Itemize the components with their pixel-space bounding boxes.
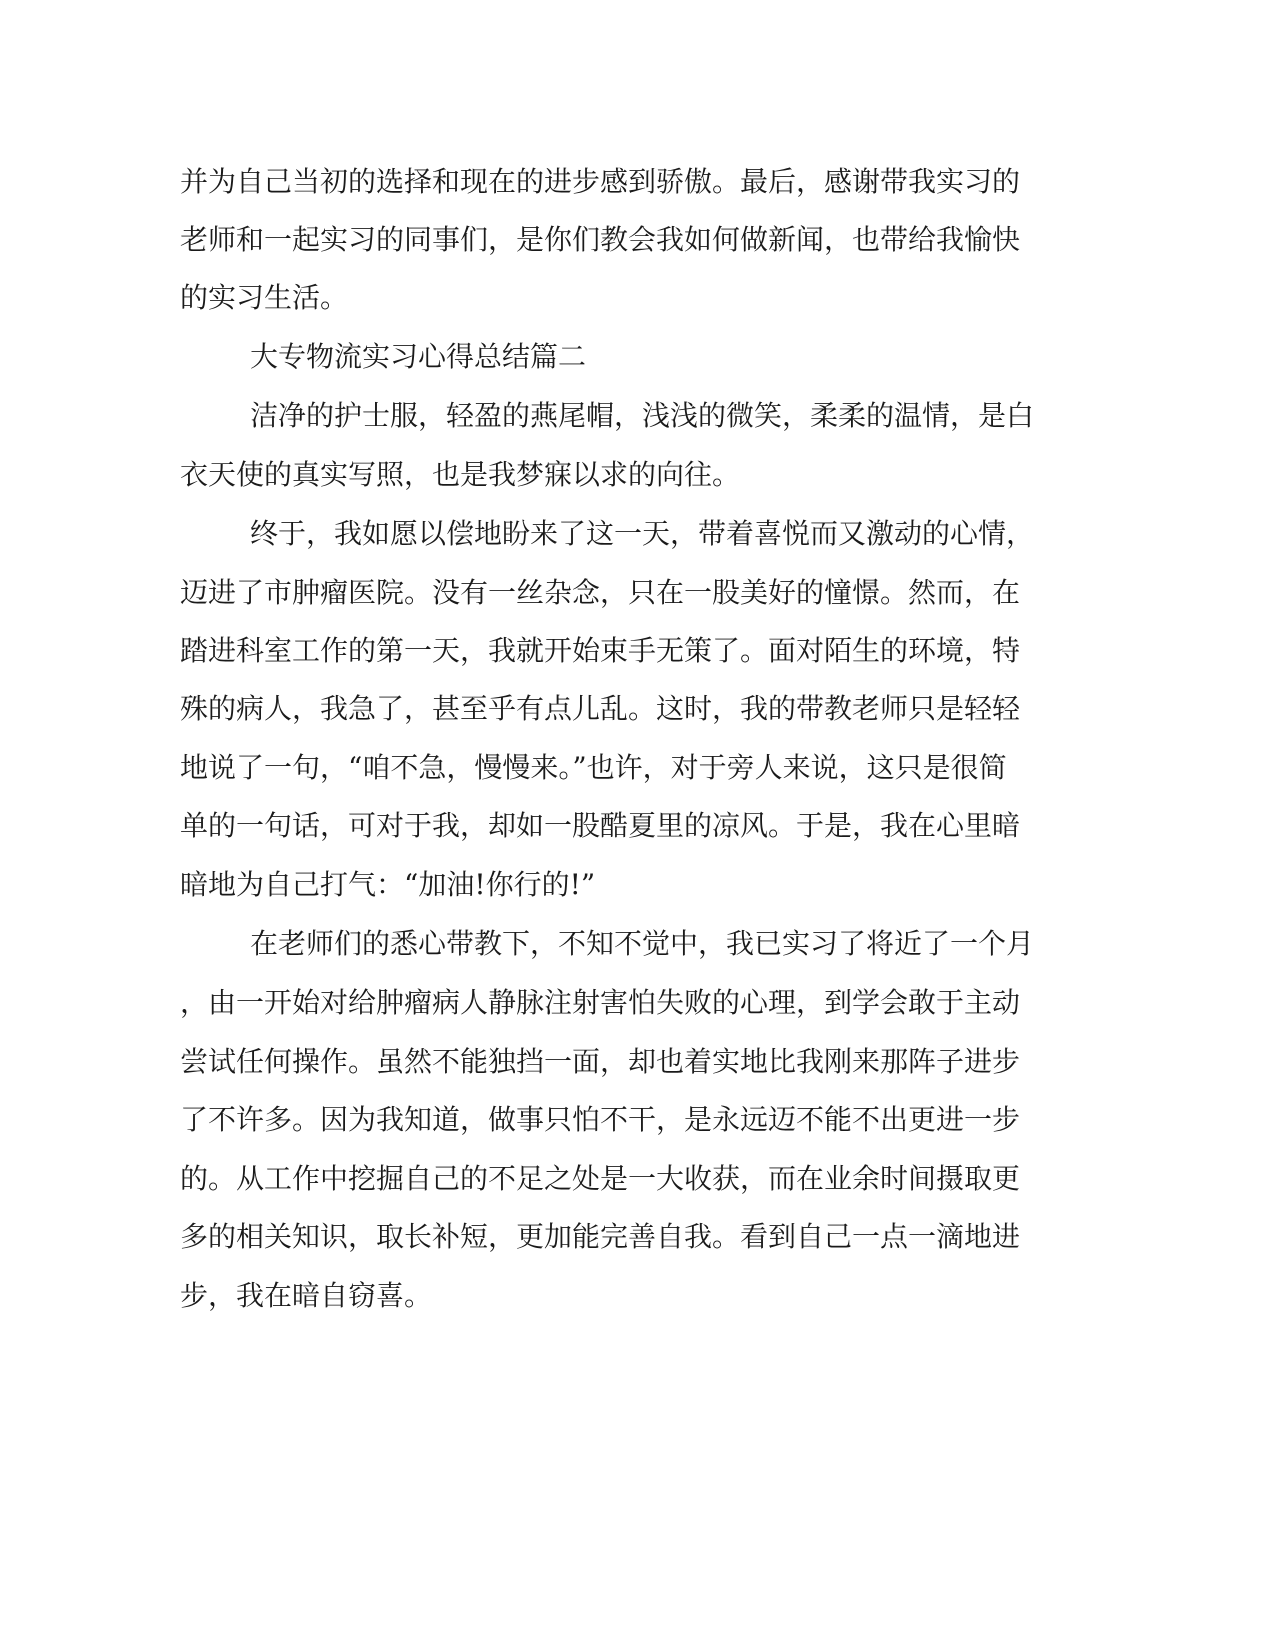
- text-line: 殊的病人，我急了，甚至乎有点儿乱。这时，我的带教老师只是轻轻: [180, 692, 1021, 725]
- text-line: 终于，我如愿以偿地盼来了这一天，带着喜悦而又激动的心情，: [250, 517, 1035, 550]
- text-line: 老师和一起实习的同事们，是你们教会我如何做新闻，也带给我愉快: [180, 223, 1021, 256]
- text-line: 迈进了市肿瘤医院。没有一丝杂念，只在一股美好的憧憬。然而，在: [180, 576, 1021, 609]
- text-line: 的。从工作中挖掘自己的不足之处是一大收获，而在业余时间摄取更: [180, 1162, 1021, 1195]
- text-line: 衣天使的真实写照，也是我梦寐以求的向往。: [180, 458, 741, 491]
- text-line: ，由一开始对给肿瘤病人静脉注射害怕失败的心理，到学会敢于主动: [180, 986, 1021, 1019]
- section-heading: 大专物流实习心得总结篇二: [250, 340, 587, 373]
- text-line: 尝试任何操作。虽然不能独挡一面，却也着实地比我刚来那阵子进步: [180, 1045, 1021, 1078]
- text-line: 并为自己当初的选择和现在的进步感到骄傲。最后，感谢带我实习的: [180, 165, 1021, 198]
- text-line: 步，我在暗自窃喜。: [180, 1279, 433, 1312]
- text-line: 在老师们的悉心带教下，不知不觉中，我已实习了将近了一个月: [250, 927, 1035, 960]
- text-line: 了不许多。因为我知道，做事只怕不干，是永远迈不能不出更进一步: [180, 1103, 1021, 1136]
- text-line: 踏进科室工作的第一天，我就开始束手无策了。面对陌生的环境，特: [180, 634, 1021, 667]
- text-line: 洁净的护士服，轻盈的燕尾帽，浅浅的微笑，柔柔的温情，是白: [250, 399, 1035, 432]
- text-line: 地说了一句，“咱不急，慢慢来。”也许，对于旁人来说，这只是很简: [180, 751, 1007, 784]
- text-line: 的实习生活。: [180, 281, 349, 314]
- text-line: 多的相关知识，取长补短，更加能完善自我。看到自己一点一滴地进: [180, 1220, 1021, 1253]
- text-line: 暗地为自己打气：“加油!你行的!”: [180, 868, 596, 901]
- text-line: 单的一句话，可对于我，却如一股酷夏里的凉风。于是，我在心里暗: [180, 809, 1021, 842]
